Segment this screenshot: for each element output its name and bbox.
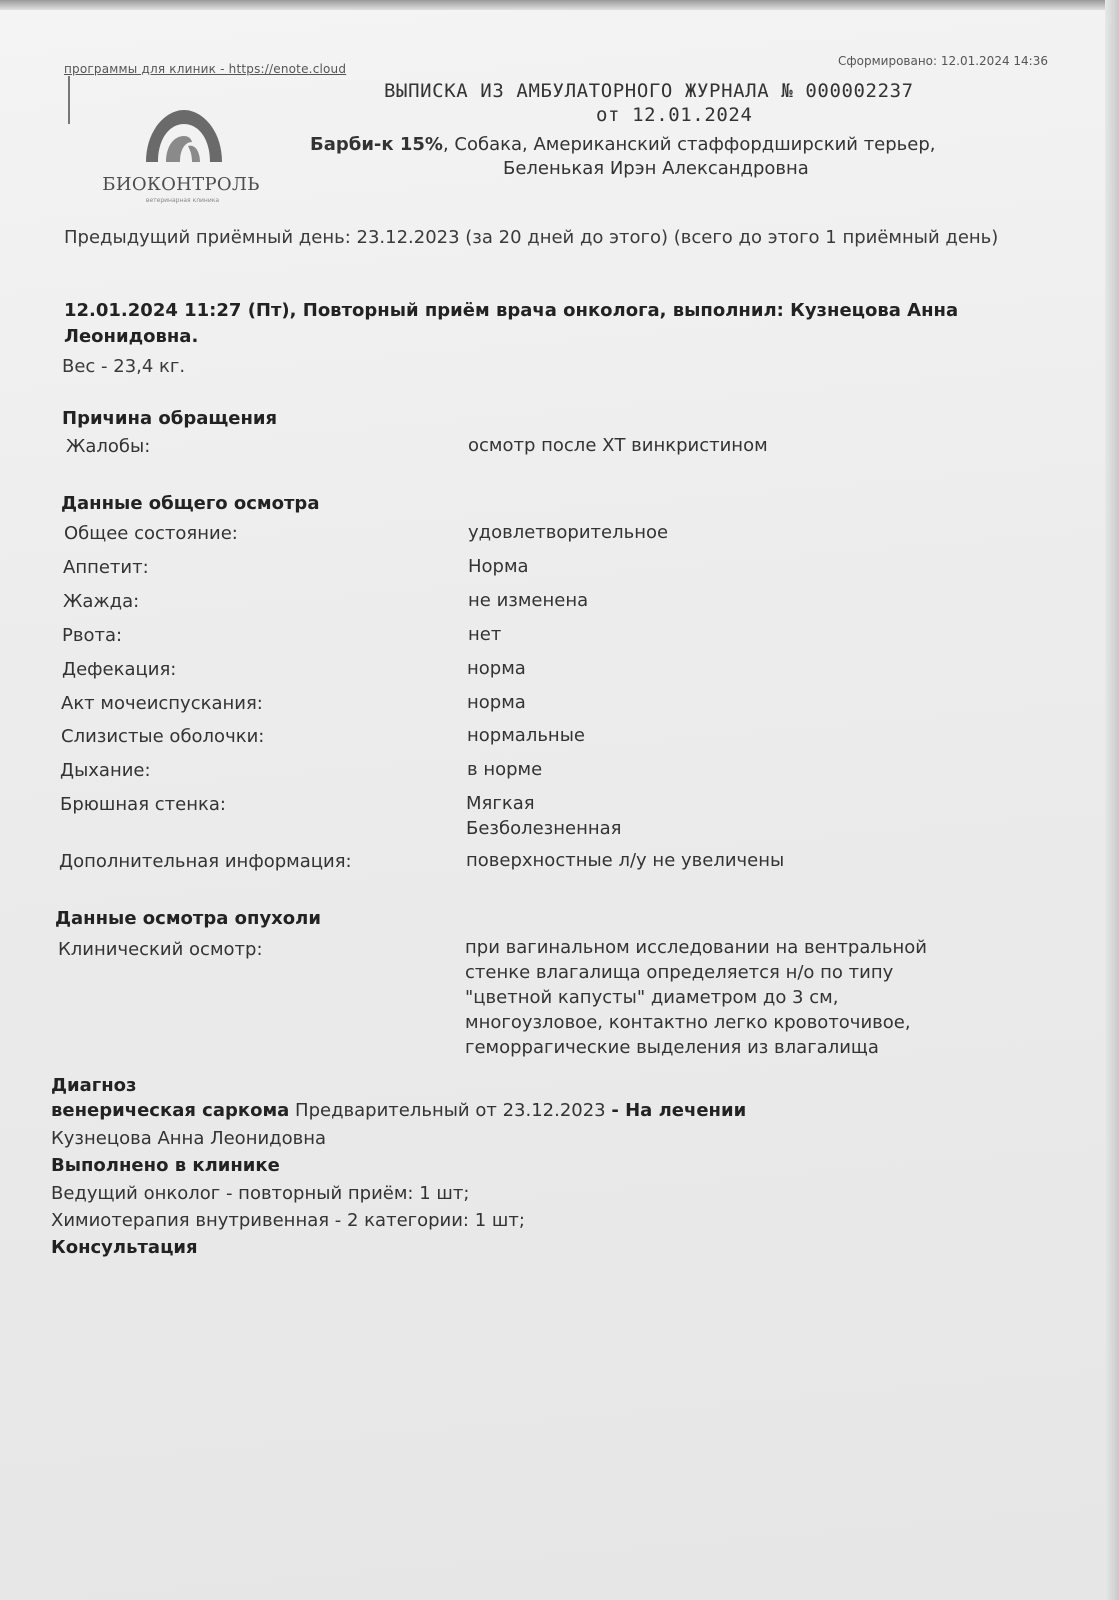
owner-name: Беленькая Ирэн Александровна <box>503 158 809 179</box>
row-value: Норма <box>468 556 529 577</box>
right-edge <box>1105 0 1119 1600</box>
row-label: Аппетит: <box>63 557 149 578</box>
diagnosis-status: Предварительный от 23.12.2023 <box>289 1100 612 1121</box>
row-value: в норме <box>467 759 543 780</box>
section-title-performed: Выполнено в клинике <box>51 1155 280 1176</box>
section-title-tumor-exam: Данные осмотра опухоли <box>55 908 321 929</box>
row-value: нет <box>468 624 502 645</box>
row-label: Жажда: <box>63 591 140 612</box>
row-label: Брюшная стенка: <box>60 794 226 815</box>
row-value: норма <box>467 692 526 713</box>
row-value: норма <box>467 658 526 679</box>
diagnosis-name: венерическая саркома <box>51 1100 290 1121</box>
section-title-consultation: Консультация <box>51 1237 198 1258</box>
row-value: осмотр после ХТ винкристином <box>468 435 768 456</box>
header-divider <box>68 76 70 124</box>
row-label: Дыхание: <box>60 760 151 781</box>
row-value: при вагинальном исследовании на вентральной стенке влагалища определяется н/о по типу "цветной капусты" диаметром до 3 см, многоузловое, контактно легко кровоточивое, геморрагические выделения из влагалища <box>465 937 927 1058</box>
performed-item: Химиотерапия внутривенная - 2 категории: 1 шт; <box>51 1210 525 1231</box>
patient-details: , Собака, Американский стаффордширский терьер, <box>442 134 936 155</box>
row-label: Клинический осмотр: <box>58 939 263 960</box>
row-label: Акт мочеиспускания: <box>61 693 263 714</box>
clinic-logo-name: БИОКОНТРОЛЬ <box>102 174 260 195</box>
row-value: нормальные <box>467 725 585 746</box>
row-label: Рвота: <box>62 625 123 646</box>
software-link[interactable]: программы для клиник - https://enote.cloud <box>64 62 347 76</box>
section-title-diagnosis: Диагноз <box>51 1075 137 1096</box>
document-date: от 12.01.2024 <box>596 104 753 126</box>
section-title-reason: Причина обращения <box>62 408 278 429</box>
row-value: удовлетворительное <box>468 522 669 543</box>
row-label: Слизистые оболочки: <box>61 726 265 747</box>
row-label: Общее состояние: <box>64 523 238 544</box>
patient-line <box>310 134 936 155</box>
row-value: не изменена <box>468 590 589 611</box>
diagnosis-doctor: Кузнецова Анна Леонидовна <box>51 1128 327 1149</box>
document-title: ВЫПИСКА ИЗ АМБУЛАТОРНОГО ЖУРНАЛА № 000002237 <box>384 80 914 102</box>
row-value: поверхностные л/у не увеличены <box>466 850 785 871</box>
row-label: Дефекация: <box>62 659 177 680</box>
clinic-logo-subtitle: ветеринарная клиника <box>145 197 220 204</box>
patient-name: Барби-к 15% <box>310 134 443 155</box>
previous-visit-info: Предыдущий приёмный день: 23.12.2023 (за 20 дней до этого) (всего до этого 1 приёмный день) <box>64 227 999 248</box>
row-label: Дополнительная информация: <box>59 851 352 872</box>
patient-weight: Вес - 23,4 кг. <box>62 356 186 377</box>
performed-item: Ведущий онколог - повторный приём: 1 шт; <box>51 1183 470 1204</box>
generated-timestamp: Сформировано: 12.01.2024 14:36 <box>838 54 1048 68</box>
section-title-general-exam: Данные общего осмотра <box>61 493 320 514</box>
row-label: Жалобы: <box>66 436 151 457</box>
visit-header: 12.01.2024 11:27 (Пт), Повторный приём врача онколога, выполнил: Кузнецова Анна Леонидовна. <box>64 300 959 347</box>
top-edge <box>0 0 1119 10</box>
diagnosis-line <box>51 1100 746 1121</box>
diagnosis-state: - На лечении <box>611 1100 747 1121</box>
row-value: Мягкая Безболезненная <box>466 793 622 839</box>
